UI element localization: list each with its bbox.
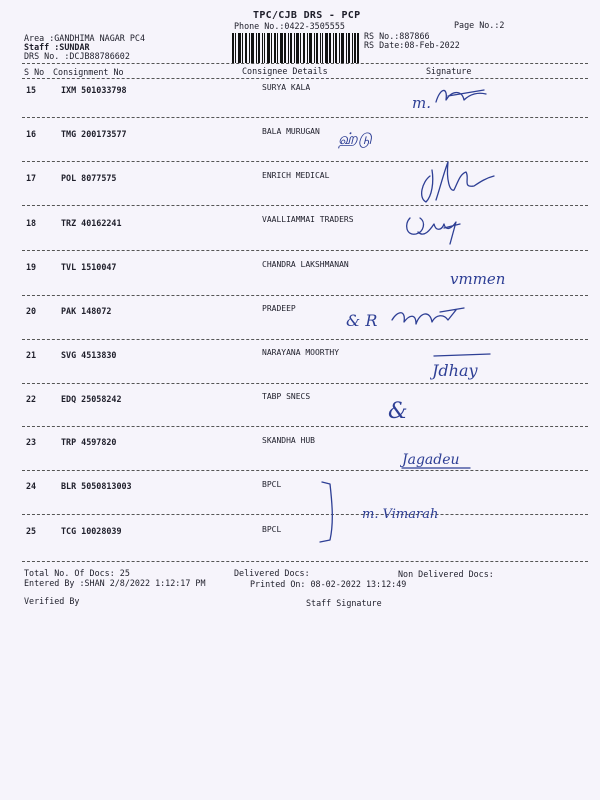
- row-consignment: TMG 200173577: [61, 129, 127, 139]
- column-sno: S No: [24, 67, 45, 77]
- row-divider: [22, 470, 588, 471]
- column-consignee: Consignee Details: [242, 66, 328, 76]
- row-consignee: BPCL: [262, 525, 282, 534]
- row-consignee: PRADEEP: [262, 304, 296, 313]
- header-divider-top: [22, 63, 588, 64]
- row-sno: 21: [26, 350, 37, 360]
- row-divider: [22, 205, 588, 206]
- row-divider: [22, 250, 588, 251]
- row-consignment: TCG 10028039: [61, 526, 122, 536]
- row-consignee: SURYA KALA: [262, 83, 311, 92]
- drs-number: DRS No. :DCJB88786602: [24, 51, 130, 61]
- rs-date: RS Date:08-Feb-2022: [364, 40, 460, 50]
- row-consignment: TRZ 40162241: [61, 218, 122, 228]
- row-sno: 17: [26, 173, 37, 183]
- staff-signature-label: Staff Signature: [306, 598, 382, 608]
- row-consignment: TRP 4597820: [61, 437, 117, 447]
- row-divider: [22, 514, 588, 515]
- signature-text: ஹ்டு: [338, 129, 372, 148]
- signature-text: Jagadeu: [402, 452, 460, 468]
- signature-row-19: [448, 262, 528, 292]
- row-consignee: VAALLIAMMAI TRADERS: [262, 215, 354, 224]
- signature-row-23: [400, 444, 490, 474]
- signature-text: vmmen: [450, 270, 506, 288]
- signature-text: m.: [412, 94, 431, 112]
- signature-row-20: [344, 300, 474, 336]
- report-title: TPC/CJB DRS - PCP: [253, 10, 361, 21]
- barcode-image: [232, 33, 359, 63]
- row-divider: [22, 117, 588, 118]
- row-divider: [22, 339, 588, 340]
- row-consignee: NARAYANA MOORTHY: [262, 348, 340, 357]
- signature-text: m. Vimarah: [362, 507, 439, 522]
- row-consignee: BPCL: [262, 480, 282, 489]
- signature-text: & R: [346, 311, 378, 330]
- row-sno: 18: [26, 218, 37, 228]
- row-sno: 20: [26, 306, 37, 316]
- staff-field: Staff :SUNDAR: [24, 42, 90, 52]
- row-consignment: IXM 501033798: [61, 85, 127, 95]
- row-divider: [22, 295, 588, 296]
- row-consignee: CHANDRA LAKSHMANAN: [262, 260, 349, 269]
- row-sno: 24: [26, 481, 37, 491]
- header-divider-bottom: [22, 78, 588, 79]
- row-consignment: BLR 5050813003: [61, 481, 132, 491]
- table-divider-bottom: [22, 561, 588, 562]
- verified-by: Verified By: [24, 596, 80, 606]
- rs-number: RS No.:887866: [364, 31, 430, 41]
- row-consignment: POL 8077575: [61, 173, 117, 183]
- row-sno: 23: [26, 437, 37, 447]
- signature-row-24: [318, 478, 478, 548]
- row-divider: [22, 426, 588, 427]
- row-sno: 25: [26, 526, 37, 536]
- row-sno: 15: [26, 85, 37, 95]
- row-consignee: SKANDHA HUB: [262, 436, 315, 445]
- printed-on: Printed On: 08-02-2022 13:12:49: [250, 579, 407, 589]
- row-sno: 22: [26, 394, 37, 404]
- phone-number: Phone No.:0422-3505555: [234, 21, 345, 31]
- page-number: Page No.:2: [454, 20, 505, 30]
- delivered-docs: Delivered Docs:: [234, 568, 310, 578]
- signature-row-21: [430, 350, 510, 386]
- row-consignee: BALA MURUGAN: [262, 127, 320, 136]
- signature-row-16: [336, 122, 416, 152]
- area-field: Area :GANDHIMA NAGAR PC4: [24, 33, 146, 43]
- row-divider: [22, 161, 588, 162]
- row-consignee: TABP SNECS: [262, 392, 311, 401]
- row-consignment: PAK 148072: [61, 306, 112, 316]
- total-docs: Total No. Of Docs: 25: [24, 568, 130, 578]
- signature-row-22: [384, 390, 424, 430]
- entered-by: Entered By :SHAN 2/8/2022 1:12:17 PM: [24, 578, 206, 588]
- signature-text: &: [388, 399, 408, 424]
- signature-row-17-18: [400, 152, 500, 247]
- non-delivered-docs: Non Delivered Docs:: [398, 569, 494, 579]
- row-consignment: EDQ 25058242: [61, 394, 122, 404]
- row-consignment: SVG 4513830: [61, 350, 117, 360]
- column-signature: Signature: [426, 66, 472, 76]
- signature-row-15: [408, 80, 493, 118]
- column-consignment: Consignment No: [53, 67, 124, 77]
- row-sno: 19: [26, 262, 37, 272]
- row-consignee: ENRICH MEDICAL: [262, 171, 330, 180]
- row-consignment: TVL 1510047: [61, 262, 117, 272]
- signature-text: Jdhay: [432, 361, 478, 380]
- row-sno: 16: [26, 129, 37, 139]
